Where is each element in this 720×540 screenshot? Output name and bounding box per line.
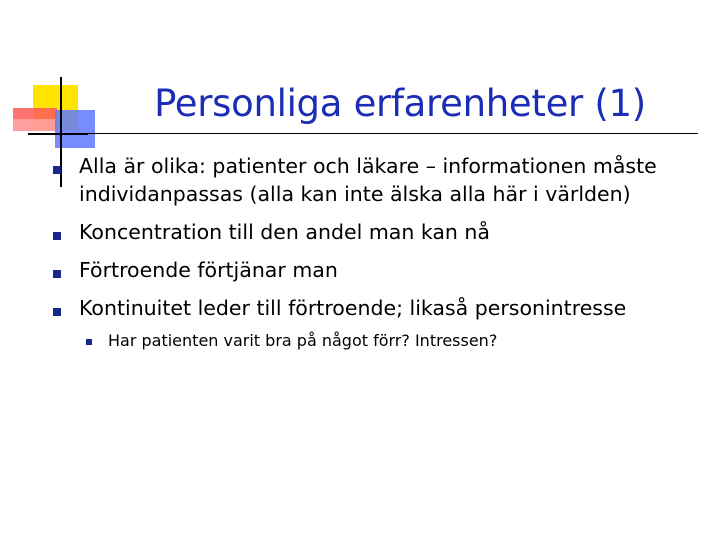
bullet-list — [48, 152, 698, 352]
bullet-item — [48, 218, 698, 246]
square-bullet-icon — [53, 308, 61, 316]
bullet-item — [48, 152, 698, 208]
square-bullet-icon — [53, 166, 61, 174]
bullet-text: Koncentration till den andel man kan nå — [79, 220, 490, 244]
square-sub-bullet-icon — [86, 339, 92, 345]
sub-bullet-list — [79, 330, 698, 352]
logo-pink-square — [13, 119, 57, 131]
bullet-text: Kontinuitet leder till förtroende; likaså personintresse — [79, 296, 627, 320]
square-bullet-icon — [53, 232, 61, 240]
logo-horizontal-line — [28, 133, 88, 135]
bullet-text: Alla är olika: patienter och läkare – informationen måste individanpassas (alla kan inte älska alla här i världen) — [79, 154, 657, 206]
slide-title: Personliga erfarenheter (1) — [154, 82, 646, 125]
square-bullet-icon — [53, 270, 61, 278]
bullet-item — [48, 294, 698, 352]
bullet-text: Förtroende förtjänar man — [79, 258, 338, 282]
bullet-item — [48, 256, 698, 284]
title-underline — [28, 133, 698, 134]
sub-bullet-text: Har patienten varit bra på något förr? Intressen? — [108, 331, 498, 350]
sub-bullet-item — [79, 330, 698, 352]
